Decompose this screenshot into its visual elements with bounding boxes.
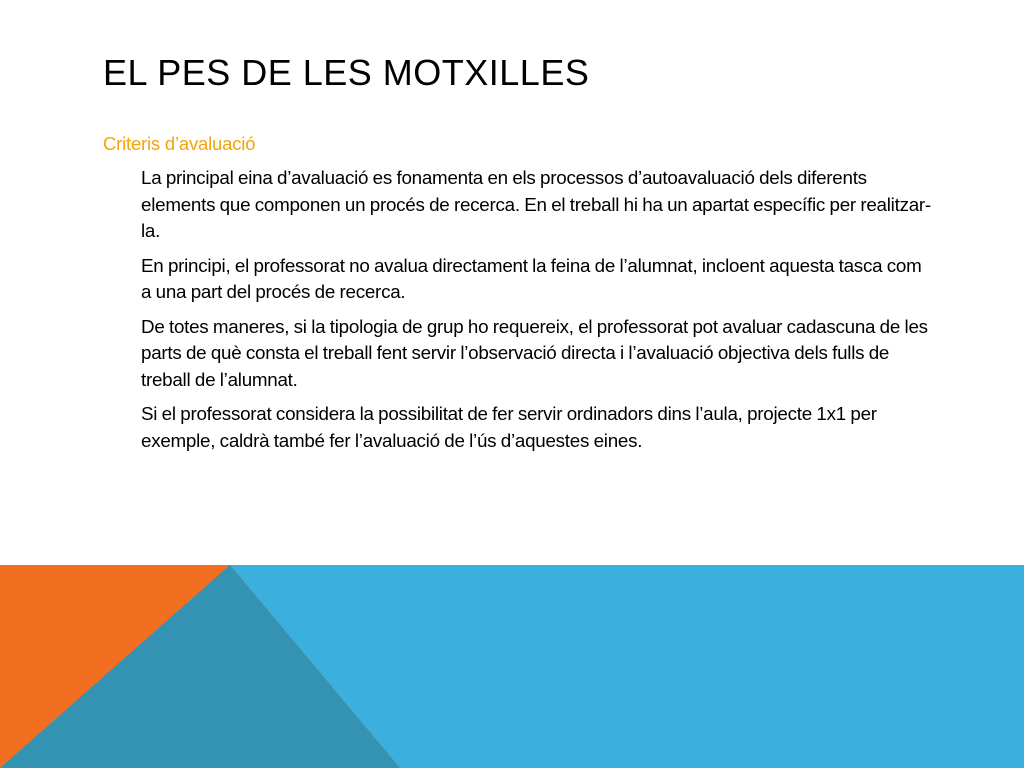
slide-body	[103, 131, 933, 462]
subheading: Criteris d’avaluació	[103, 133, 256, 154]
decorative-footer-band	[0, 565, 1024, 768]
paragraph-3: De totes maneres, si la tipologia de grup ho requereix, el professorat pot avaluar cadascuna de les parts de què consta el treball fent servir l’observació directa i l’avaluació objectiva dels fulls de treball de l’alumnat.	[141, 315, 928, 390]
paragraph-4: Si el professorat considera la possibilitat de fer servir ordinadors dins l’aula, projecte 1x1 per exemple, caldrà també fer l’avaluació de l’ús d’aquestes eines.	[141, 403, 877, 451]
slide-title: EL PES DE LES MOTXILLES	[103, 52, 590, 93]
paragraph-2: En principi, el professorat no avalua directament la feina de l’alumnat, incloent aquesta tasca com a una part del procés de recerca.	[141, 254, 922, 302]
paragraph-1: La principal eina d’avaluació es fonamenta en els processos d’autoavaluació dels diferents elements que componen un procés de recerca. En el treball hi ha un apartat específic per realitzar-la.	[141, 167, 931, 241]
